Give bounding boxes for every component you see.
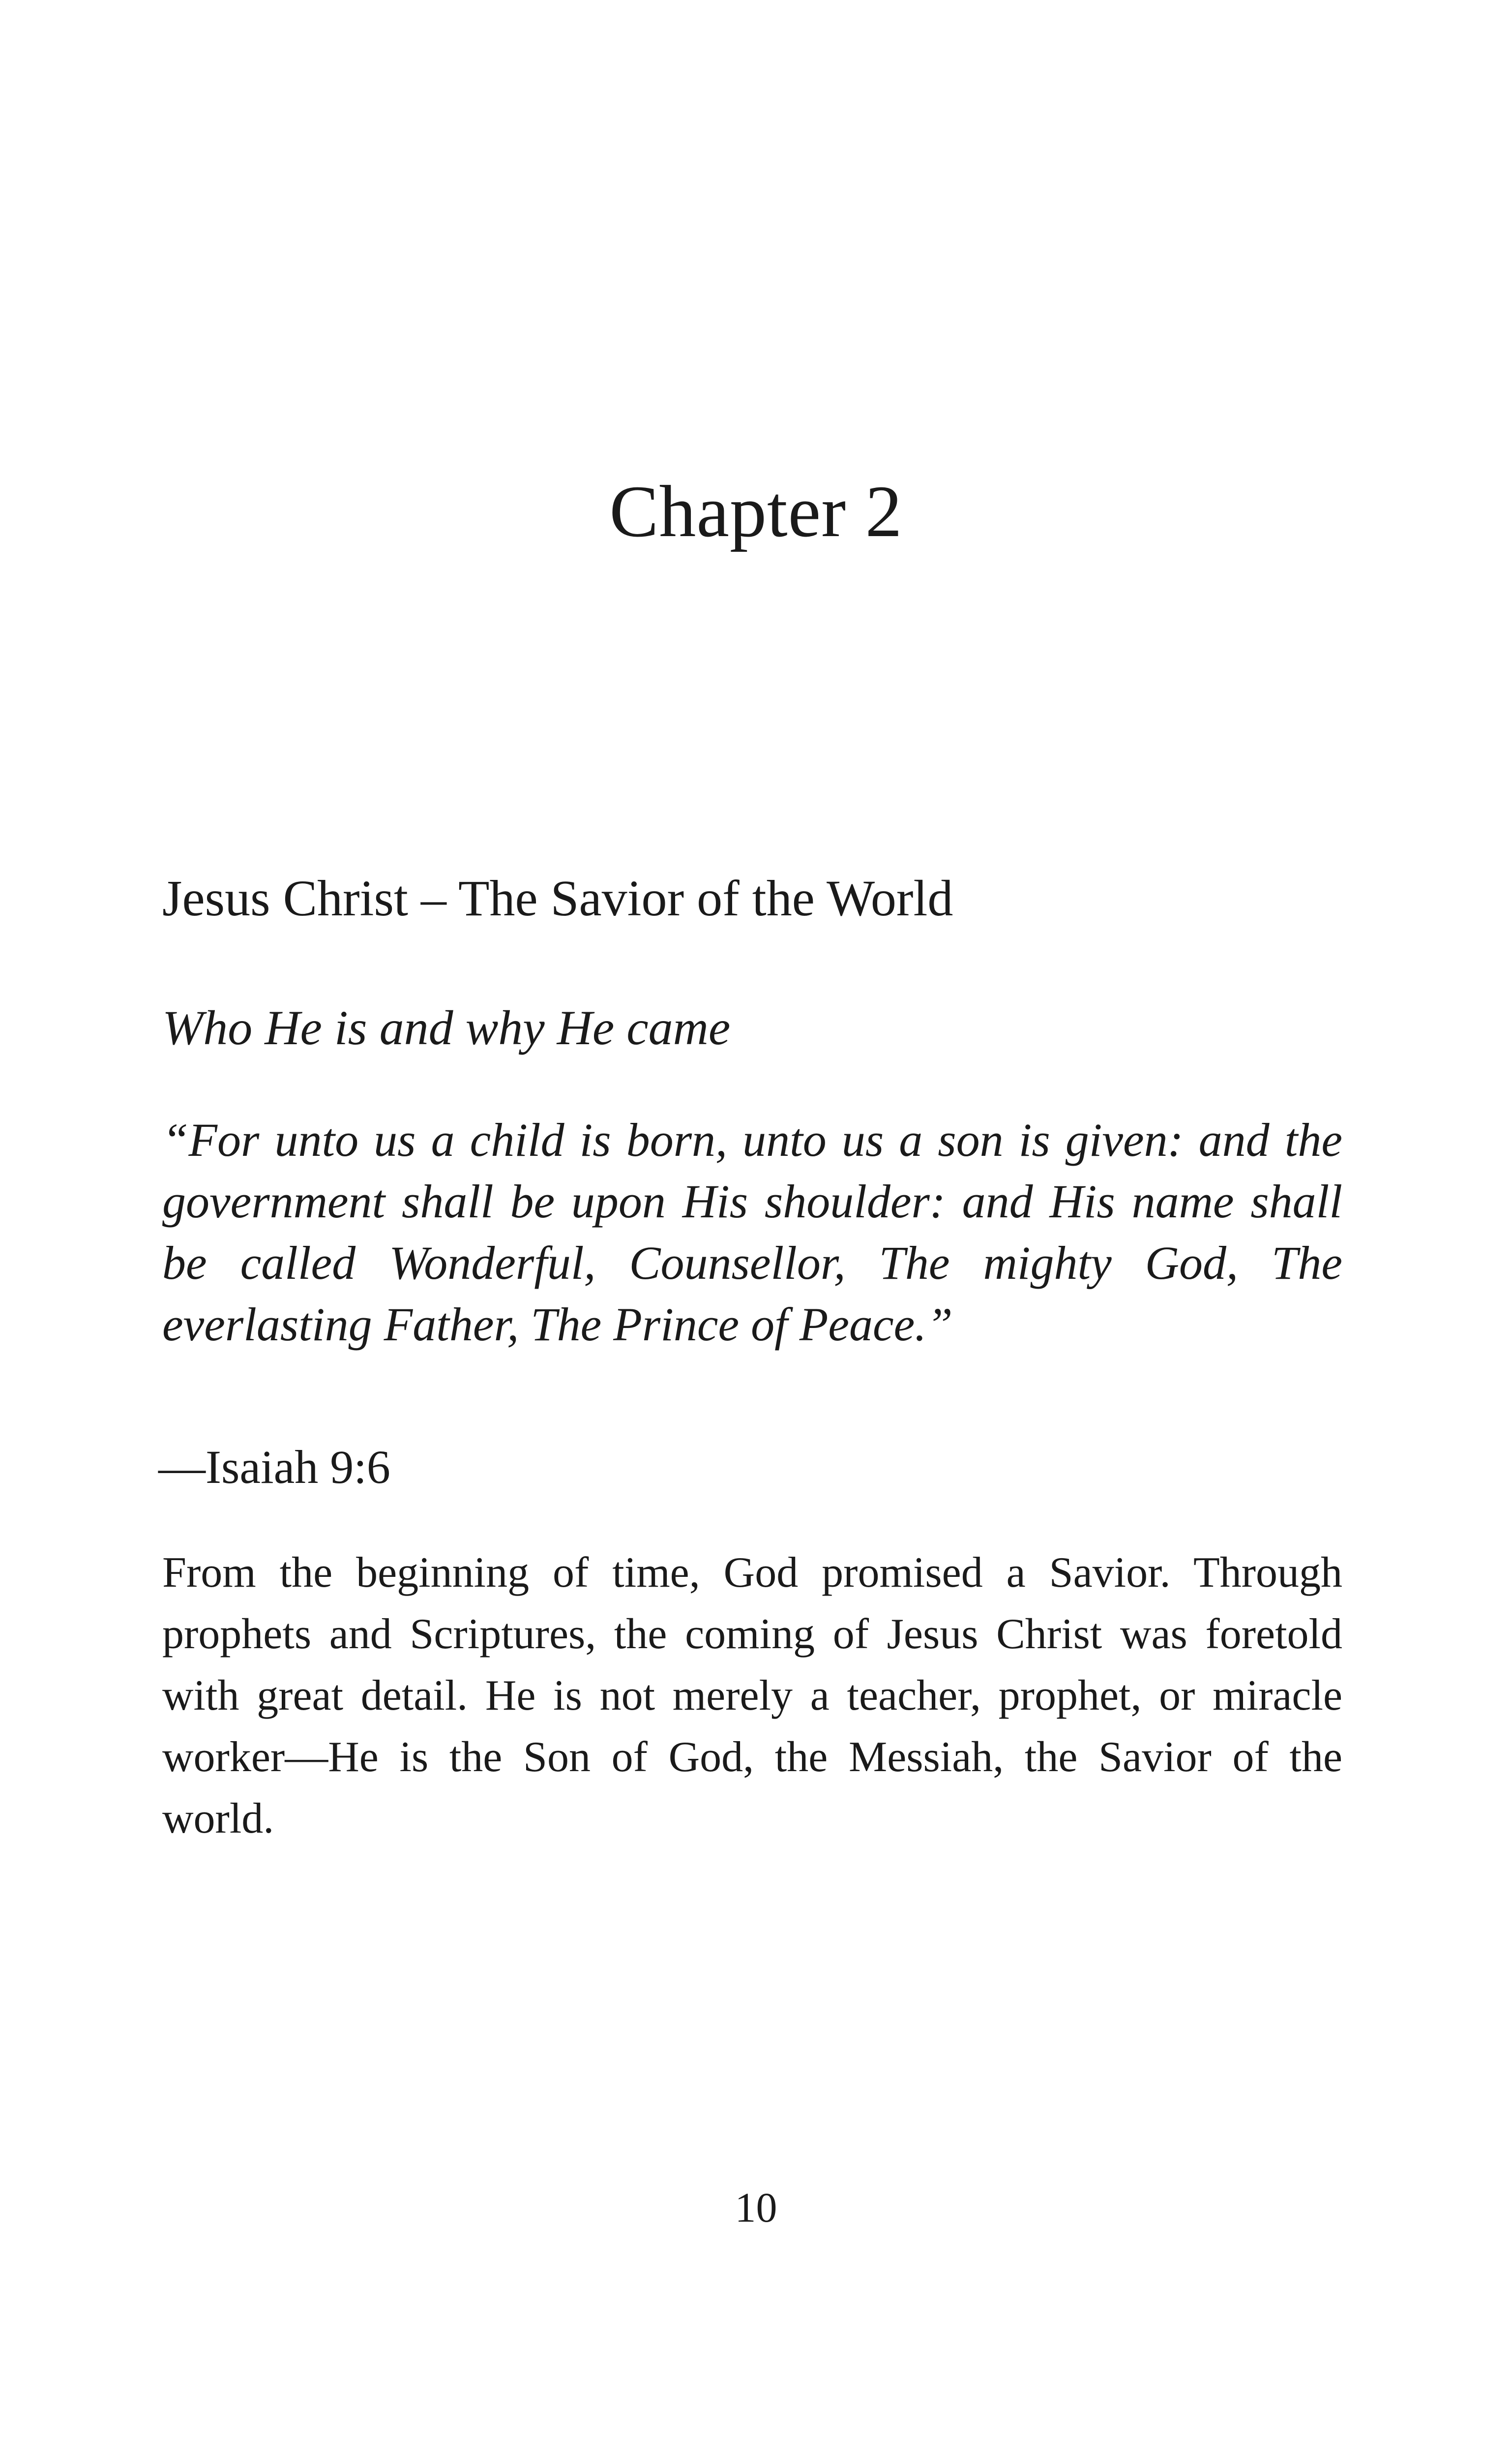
chapter-title: Chapter 2	[609, 471, 903, 552]
section-subtitle: Who He is and why He came	[162, 1000, 731, 1055]
body-paragraph: From the beginning of time, God promised a Savior. Through prophets and Scriptures, the coming of Jesus Christ was foretold with great detail. He is not merely a teacher, prophet, or miracle worker—He is the Son of God, the Messiah, the Savior of the world.	[162, 1549, 1342, 1842]
scripture-reference: —Isaiah 9:6	[158, 1441, 390, 1493]
scripture-quote: “For unto us a child is born, unto us a son is given: and the government shall be upon His shoulder: and His name shall be called Wonderful, Counsellor, The mighty God, The everlasting Father, The Prince of Peace.”	[162, 1114, 1342, 1351]
section-title: Jesus Christ – The Savior of the World	[162, 870, 953, 927]
page-number: 10	[735, 2184, 777, 2231]
